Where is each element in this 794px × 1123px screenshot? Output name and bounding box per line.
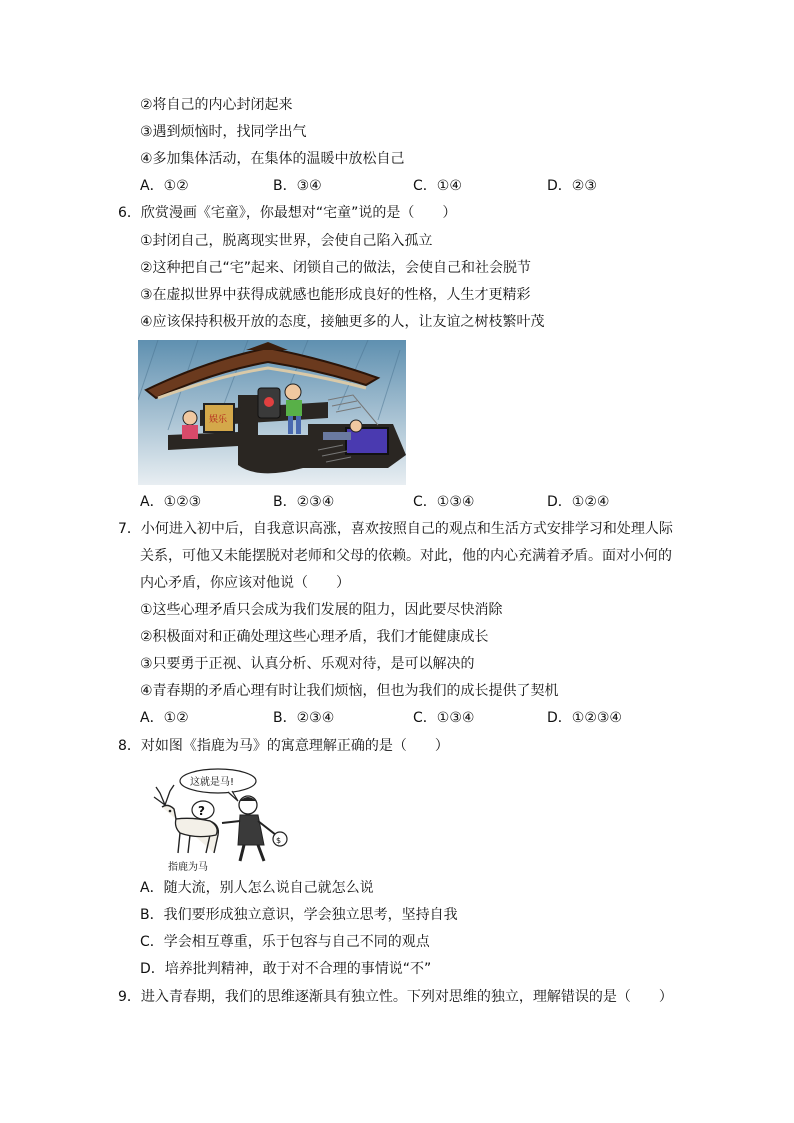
speech-text: 这就是马! bbox=[190, 777, 235, 788]
cartoon-screen-text: 娱乐 bbox=[209, 415, 228, 425]
q7-option-d: D．①②③④ bbox=[547, 710, 622, 726]
zhaitong-cartoon bbox=[138, 340, 406, 485]
q6-stem: 6．欣赏漫画《宅童》，你最想对“宅童”说的是（ ） bbox=[118, 205, 457, 221]
q6-item-4: ④应该保持积极开放的态度，接触更多的人，让友谊之树枝繁叶茂 bbox=[140, 314, 545, 330]
q6-item-1: ①封闭自己，脱离现实世界，会使自己陷入孤立 bbox=[140, 233, 433, 249]
cartoon-caption: 指鹿为马 bbox=[168, 862, 208, 873]
q5-option-b: B．③④ bbox=[273, 178, 322, 194]
q6-item-2: ②这种把自己“宅”起来、闭锁自己的做法，会使自己和社会脱节 bbox=[140, 260, 532, 276]
q7-option-b: B．②③④ bbox=[273, 710, 335, 726]
q8-stem: 8．对如图《指鹿为马》的寓意理解正确的是（ ） bbox=[118, 738, 449, 754]
zhaitong-cartoon-drawing bbox=[138, 340, 406, 485]
q8-option-c: C．学会相互尊重，乐于包容与自己不同的观点 bbox=[140, 934, 430, 950]
q7-item-4: ④青春期的矛盾心理有时让我们烦恼，但也为我们的成长提供了契机 bbox=[140, 683, 559, 699]
q7-stem-line-1: 7．小何进入初中后，自我意识高涨，喜欢按照自己的观点和生活方式安排学习和处理人际 bbox=[118, 521, 673, 537]
q7-stem-line-3: 内心矛盾，你应该对他说（ ） bbox=[140, 575, 350, 591]
q8-option-b: B．我们要形成独立意识，学会独立思考，坚持自我 bbox=[140, 907, 458, 923]
q5-item-3: ③遇到烦恼时，找同学出气 bbox=[140, 124, 307, 140]
q7-item-2: ②积极面对和正确处理这些心理矛盾，我们才能健康成长 bbox=[140, 629, 489, 645]
q6-option-d: D．①②④ bbox=[547, 494, 610, 510]
q7-item-1: ①这些心理矛盾只会成为我们发展的阻力，因此要尽快消除 bbox=[140, 602, 503, 618]
q7-stem-line-2: 关系，可他又未能摆脱对老师和父母的依赖。对此，他的内心充满着矛盾。面对小何的 bbox=[140, 548, 672, 564]
q6-option-b: B．②③④ bbox=[273, 494, 335, 510]
q5-item-4: ④多加集体活动，在集体的温暖中放松自己 bbox=[140, 151, 405, 167]
q6-options bbox=[140, 492, 700, 512]
q8-option-d: D．培养批判精神，敢于对不合理的事情说“不” bbox=[140, 961, 432, 977]
q5-option-c: C．①④ bbox=[413, 178, 462, 194]
zhi-lu-wei-ma-cartoon bbox=[140, 765, 305, 875]
q8-option-a: A．随大流，别人怎么说自己就怎么说 bbox=[140, 880, 374, 896]
q6-item-3: ③在虚拟世界中获得成就感也能形成良好的性格，人生才更精彩 bbox=[140, 287, 531, 303]
q6-option-a: A．①②③ bbox=[140, 494, 202, 510]
q7-item-3: ③只要勇于正视、认真分析、乐观对待，是可以解决的 bbox=[140, 656, 475, 672]
q5-option-a: A．①② bbox=[140, 178, 189, 194]
zhi-lu-wei-ma-drawing bbox=[140, 765, 305, 875]
q7-option-a: A．①② bbox=[140, 710, 189, 726]
q7-option-c: C．①③④ bbox=[413, 710, 475, 726]
q7-options bbox=[140, 708, 700, 728]
q5-item-2: ②将自己的内心封闭起来 bbox=[140, 97, 293, 113]
svg-text:$: $ bbox=[276, 836, 282, 845]
q6-option-c: C．①③④ bbox=[413, 494, 475, 510]
q5-option-d: D．②③ bbox=[547, 178, 597, 194]
question-mark: ? bbox=[198, 804, 205, 818]
q9-stem: 9．进入青春期，我们的思维逐渐具有独立性。下列对思维的独立，理解错误的是（ ） bbox=[118, 989, 673, 1005]
q5-options bbox=[140, 176, 700, 196]
